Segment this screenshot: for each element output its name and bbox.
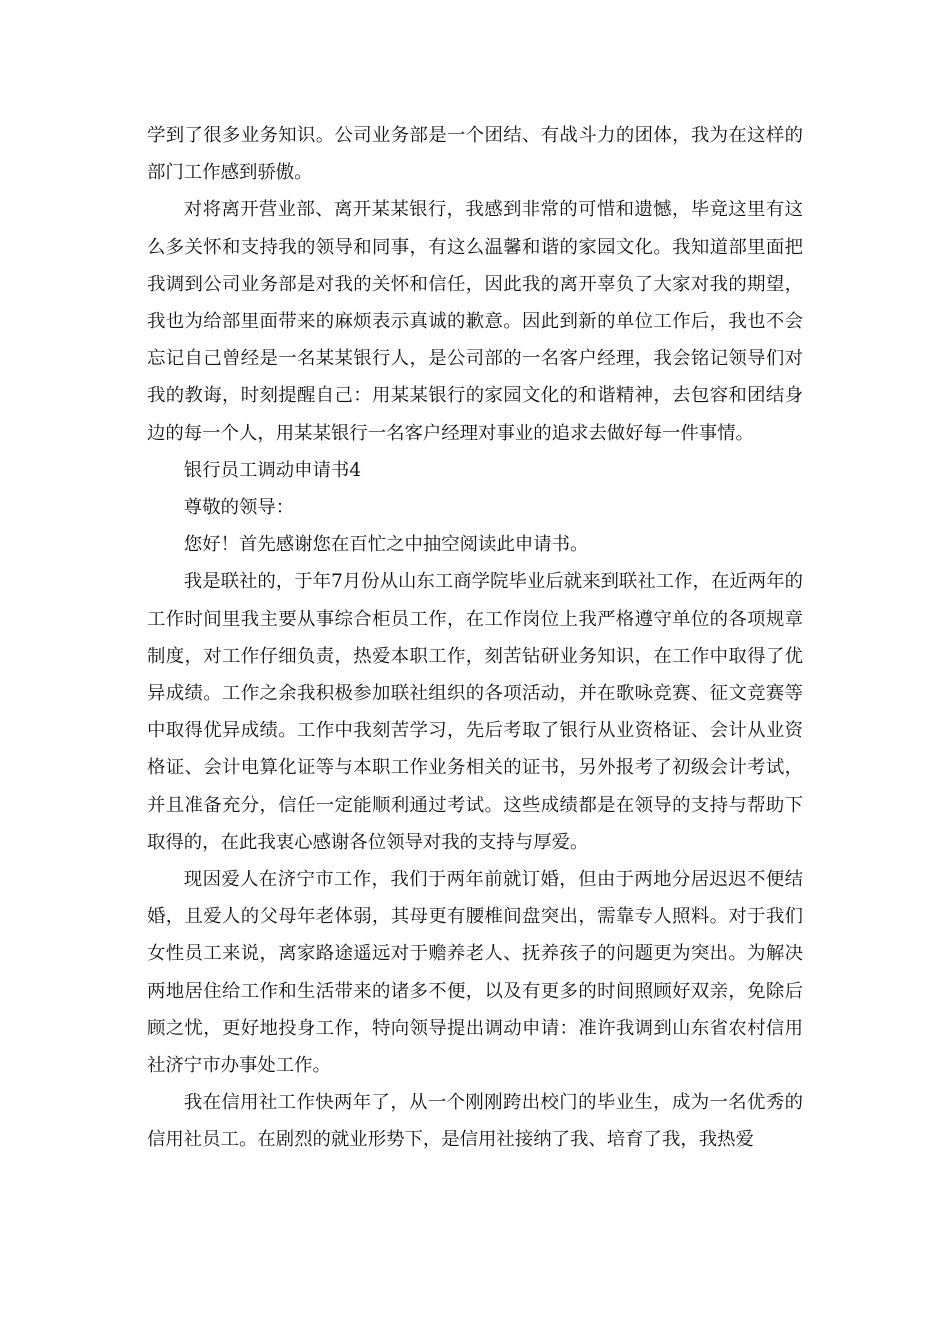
paragraph-gratitude: 我在信用社工作快两年了，从一个刚刚跨出校门的毕业生，成为一名优秀的信用社员工。在剧烈的就业形势下，是信用社接纳了我、培育了我，我热爱 <box>147 1092 803 1151</box>
paragraph-farewell: 对将离开营业部、离开某某银行，我感到非常的可惜和遗憾，毕竟这里有这么多关怀和支持我的领导和同事，有这么温馨和谐的家园文化。我知道部里面把我调到公司业务部是对我的关怀和信任，因此我的离开辜负了大家对我的期望，我也为给部里面带来的麻烦表示真诚的歉意。因此到新的单位工作后，我也不会忘记自己曾经是一名某某银行人，是公司部的一名客户经理，我会铭记领导们对我的教诲，时刻提醒自己：用某某银行的家园文化的和谐精神，去包容和团结身边的每一个人，用某某银行一名客户经理对事业的追求去做好每一件事情。 <box>147 199 803 444</box>
greeting: 您好！首先感谢您在百忙之中抽空阅读此申请书。 <box>183 534 589 556</box>
section-title: 银行员工调动申请书4 <box>183 459 362 481</box>
salutation: 尊敬的领导： <box>183 497 295 519</box>
paragraph-continuation: 学到了很多业务知识。公司业务部是一个团结、有战斗力的团体，我为在这样的部门工作感到骄傲。 <box>147 125 803 184</box>
paragraph-background: 我是联社的，于年7月份从山东工商学院毕业后就来到联社工作，在近两年的工作时间里我主要从事综合柜员工作，在工作岗位上我严格遵守单位的各项规章制度，对工作仔细负责，热爱本职工作，刻苦钻研业务知识，在工作中取得了优异成绩。工作之余我积极参加联社组织的各项活动，并在歌咏竞赛、征文竞赛等中取得优异成绩。工作中我刻苦学习，先后考取了银行从业资格证、会计从业资格证、会计电算化证等与本职工作业务相关的证书，另外报考了初级会计考试，并且准备充分，信任一定能顺利通过考试。这些成绩都是在领导的支持与帮助下取得的，在此我衷心感谢各位领导对我的支持与厚爱。 <box>147 571 803 853</box>
document-page <box>147 117 803 1159</box>
paragraph-reason: 现因爱人在济宁市工作，我们于两年前就订婚，但由于两地分居迟迟不便结婚，且爱人的父母年老体弱，其母更有腰椎间盘突出，需靠专人照料。对于我们女性员工来说，离家路途遥远对于赡养老人、抚养孩子的问题更为突出。为解决两地居住给工作和生活带来的诸多不便，以及有更多的时间照顾好双亲，免除后顾之忧，更好地投身工作，特向领导提出调动申请：准许我调到山东省农村信用社济宁市办事处工作。 <box>147 869 803 1077</box>
